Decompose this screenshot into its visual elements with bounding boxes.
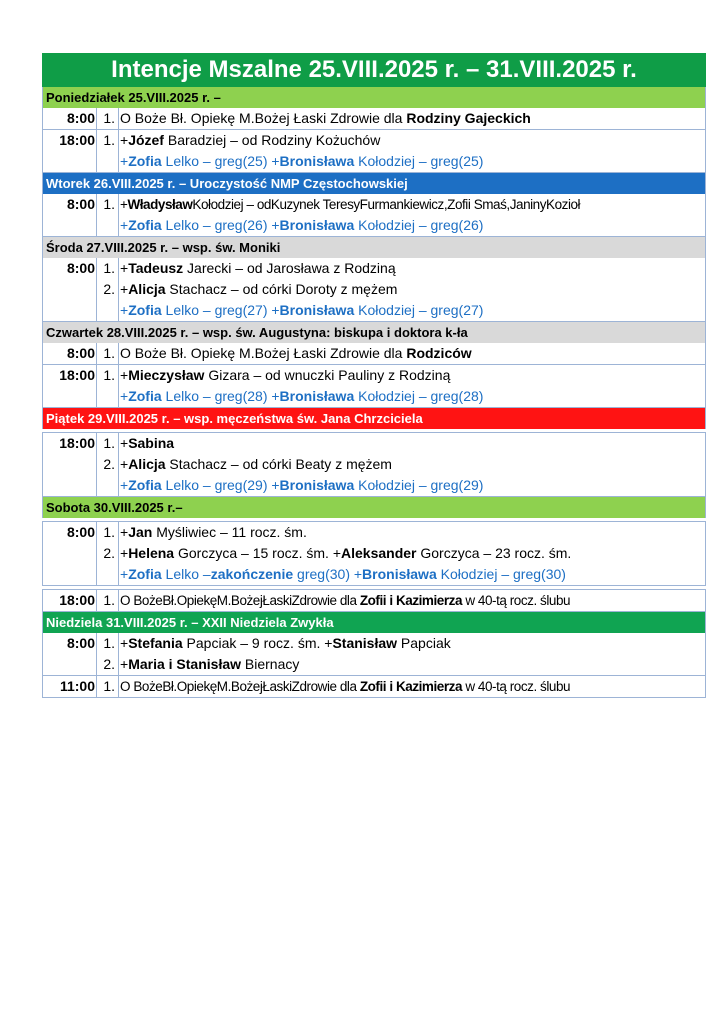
intention-line (43, 343, 705, 364)
intention-line (43, 279, 705, 300)
text-fragment: Kołodziej – greg(30) (436, 566, 566, 582)
intention-number: 1. (103, 635, 115, 651)
intention-text (120, 676, 703, 697)
mass-time: 8:00 (66, 196, 95, 212)
text-fragment: + (120, 656, 129, 672)
mass-time: 18:00 (59, 132, 95, 148)
intention-text (120, 543, 703, 564)
text-fragment: w 40-tą rocz. ślubu (462, 679, 571, 694)
intention-number: 1. (103, 132, 115, 148)
time-slot (42, 194, 706, 237)
mass-time: 8:00 (66, 524, 95, 540)
intention-line (43, 365, 705, 386)
text-fragment: Stachacz – od córki Beaty z mężem (165, 456, 392, 472)
time-slot (42, 108, 706, 130)
intention-number: 1. (103, 260, 115, 276)
intention-text (120, 522, 703, 543)
text-fragment: + (120, 635, 129, 651)
text-fragment: O BożeBł.OpiekęM.BożejŁaskiZdrowie dla (120, 593, 360, 608)
name-highlight: Rodziny Gajeckich (406, 110, 531, 126)
mass-time: 18:00 (59, 592, 95, 608)
day-heading: Piątek 29.VIII.2025 r. – wsp. męczeństwa św. Jana Chrzciciela (42, 408, 706, 429)
intention-text (120, 343, 703, 364)
day-heading: Wtorek 26.VIII.2025 r. – Uroczystość NMP Częstochowskiej (42, 173, 706, 194)
day-heading: Sobota 30.VIII.2025 r.– (42, 497, 706, 518)
text-fragment: Kołodziej – greg(27) (354, 302, 484, 318)
text-fragment: O BożeBł.OpiekęM.BożejŁaskiZdrowie dla (120, 679, 360, 694)
text-fragment: + (120, 545, 129, 561)
mass-intentions-sheet (42, 53, 706, 698)
intention-number: 1. (103, 110, 115, 126)
intention-line (43, 590, 705, 611)
intention-line (43, 258, 705, 279)
page-title: Intencje Mszalne 25.VIII.2025 r. – 31.VIII.2025 r. (42, 53, 706, 87)
text-fragment: + (120, 153, 129, 169)
intention-text (120, 279, 703, 300)
text-fragment: Lelko – greg(25) + (161, 153, 280, 169)
name-highlight: Aleksander (341, 545, 417, 561)
text-fragment: + (120, 367, 129, 383)
name-highlight: Zofia (128, 477, 162, 493)
text-fragment: Gorczyca – 15 rocz. śm. + (174, 545, 341, 561)
intention-text (120, 365, 703, 386)
intention-line (43, 633, 705, 654)
name-highlight: Bronisława (279, 477, 355, 493)
day-heading: Niedziela 31.VIII.2025 r. – XXII Niedziela Zwykła (42, 612, 706, 633)
name-highlight: Rodziców (406, 345, 472, 361)
text-fragment: Lelko – greg(26) + (161, 217, 280, 233)
intention-number: 2. (103, 656, 115, 672)
time-slot (42, 589, 706, 612)
name-highlight: Zofia (128, 217, 162, 233)
intention-line (43, 194, 705, 215)
name-highlight: Zofia (128, 153, 162, 169)
name-highlight: Jan (128, 524, 153, 540)
text-fragment: Kołodziej – odKuzynek TeresyFurmankiewicz,Zofii Smaś,JaninyKozioł (192, 197, 581, 212)
text-fragment: w 40-tą rocz. ślubu (462, 593, 571, 608)
name-highlight: Zofia (128, 388, 162, 404)
intention-number: 1. (103, 524, 115, 540)
name-highlight: Mieczysław (128, 367, 205, 383)
day-heading: Środa 27.VIII.2025 r. – wsp. św. Moniki (42, 237, 706, 258)
name-highlight: Helena (128, 545, 175, 561)
name-highlight: Stanisław (332, 635, 398, 651)
intention-number: 2. (103, 545, 115, 561)
text-fragment: + (120, 260, 129, 276)
intention-text (120, 386, 703, 407)
intention-text (120, 194, 703, 215)
intention-line (43, 215, 705, 236)
intention-number: 2. (103, 281, 115, 297)
intention-text (120, 130, 703, 151)
name-highlight: Bronisława (279, 153, 355, 169)
day-heading: Poniedziałek 25.VIII.2025 r. – (42, 87, 706, 108)
intention-line (43, 454, 705, 475)
intention-line (43, 654, 705, 675)
name-highlight: Bronisława (362, 566, 437, 582)
mass-time: 8:00 (66, 635, 95, 651)
intention-line (43, 676, 705, 697)
intention-number: 2. (103, 456, 115, 472)
text-fragment: Kołodziej – greg(26) (354, 217, 484, 233)
name-highlight: Bronisława (279, 217, 355, 233)
name-highlight: Stefania (128, 635, 183, 651)
text-fragment: Baradziej – od Rodziny Kożuchów (163, 132, 381, 148)
time-slot (42, 432, 706, 497)
intention-text (120, 564, 703, 585)
text-fragment: greg(30) + (293, 566, 363, 582)
name-highlight: Tadeusz (128, 260, 184, 276)
text-fragment: Kołodziej – greg(29) (354, 477, 484, 493)
text-fragment: Papciak – 9 rocz. śm. + (182, 635, 333, 651)
time-slot (42, 130, 706, 173)
text-fragment: Myśliwiec – 11 rocz. śm. (152, 524, 307, 540)
text-fragment: + (120, 302, 129, 318)
name-highlight: Bronisława (279, 302, 355, 318)
text-fragment: Kołodziej – greg(28) (354, 388, 484, 404)
days-list (42, 87, 706, 698)
text-fragment: Gorczyca – 23 rocz. śm. (416, 545, 572, 561)
intention-line (43, 386, 705, 407)
text-fragment: + (120, 477, 129, 493)
name-highlight: Zofia (128, 566, 162, 582)
intention-line (43, 564, 705, 585)
intention-line (43, 543, 705, 564)
intention-number: 1. (103, 435, 115, 451)
intention-line (43, 300, 705, 321)
intention-line (43, 130, 705, 151)
name-highlight: Bronisława (279, 388, 355, 404)
text-fragment: O Boże Bł. Opiekę M.Bożej Łaski Zdrowie dla (120, 345, 407, 361)
name-highlight: Zofii i Kazimierza (359, 679, 463, 694)
text-fragment: + (120, 217, 129, 233)
text-fragment: Biernacy (241, 656, 300, 672)
intention-line (43, 151, 705, 172)
intention-text (120, 590, 703, 611)
day-heading: Czwartek 28.VIII.2025 r. – wsp. św. Augustyna: biskupa i doktora k-ła (42, 322, 706, 343)
name-highlight: Zofii i Kazimierza (359, 593, 463, 608)
mass-time: 8:00 (66, 110, 95, 126)
intention-text (120, 633, 703, 654)
text-fragment: Lelko – greg(27) + (161, 302, 280, 318)
intention-text (120, 475, 703, 496)
intention-text (120, 654, 703, 675)
intention-text (120, 454, 703, 475)
text-fragment: Lelko – (161, 566, 211, 582)
text-fragment: + (120, 566, 129, 582)
text-fragment: Lelko – greg(29) + (161, 477, 280, 493)
mass-time: 8:00 (66, 345, 95, 361)
text-fragment: Kołodziej – greg(25) (354, 153, 484, 169)
name-highlight: Zofia (128, 302, 162, 318)
intention-number: 1. (103, 196, 115, 212)
intention-text (120, 300, 703, 321)
name-highlight: Maria i Stanisław (128, 656, 242, 672)
text-fragment: Papciak (397, 635, 451, 651)
mass-time: 18:00 (59, 435, 95, 451)
time-slot (42, 521, 706, 586)
mass-time: 8:00 (66, 260, 95, 276)
text-fragment: + (120, 456, 129, 472)
time-slot (42, 258, 706, 322)
name-highlight: Władysław (127, 197, 193, 212)
intention-number: 1. (103, 345, 115, 361)
intention-number: 1. (103, 367, 115, 383)
mass-time: 18:00 (59, 367, 95, 383)
text-fragment: + (120, 524, 129, 540)
intention-text (120, 433, 703, 454)
name-highlight: zakończenie (210, 566, 294, 582)
text-fragment: + (120, 435, 129, 451)
intention-line (43, 475, 705, 496)
text-fragment: + (120, 132, 129, 148)
time-slot (42, 676, 706, 698)
intention-text (120, 215, 703, 236)
name-highlight: Józef (128, 132, 164, 148)
text-fragment: + (120, 281, 129, 297)
intention-line (43, 108, 705, 129)
text-fragment: Gizara – od wnuczki Pauliny z Rodziną (204, 367, 451, 383)
text-fragment: + (120, 388, 129, 404)
intention-number: 1. (103, 678, 115, 694)
text-fragment: + (120, 197, 128, 212)
text-fragment: Lelko – greg(28) + (161, 388, 280, 404)
intention-line (43, 433, 705, 454)
time-slot (42, 343, 706, 365)
text-fragment: Jarecki – od Jarosława z Rodziną (183, 260, 396, 276)
intention-text (120, 258, 703, 279)
time-slot (42, 633, 706, 676)
intention-text (120, 108, 703, 129)
intention-number: 1. (103, 592, 115, 608)
name-highlight: Alicja (128, 456, 166, 472)
name-highlight: Alicja (128, 281, 166, 297)
time-slot (42, 365, 706, 408)
mass-time: 11:00 (59, 678, 95, 694)
text-fragment: Stachacz – od córki Doroty z mężem (165, 281, 398, 297)
name-highlight: Sabina (128, 435, 175, 451)
text-fragment: O Boże Bł. Opiekę M.Bożej Łaski Zdrowie dla (120, 110, 407, 126)
intention-text (120, 151, 703, 172)
intention-line (43, 522, 705, 543)
